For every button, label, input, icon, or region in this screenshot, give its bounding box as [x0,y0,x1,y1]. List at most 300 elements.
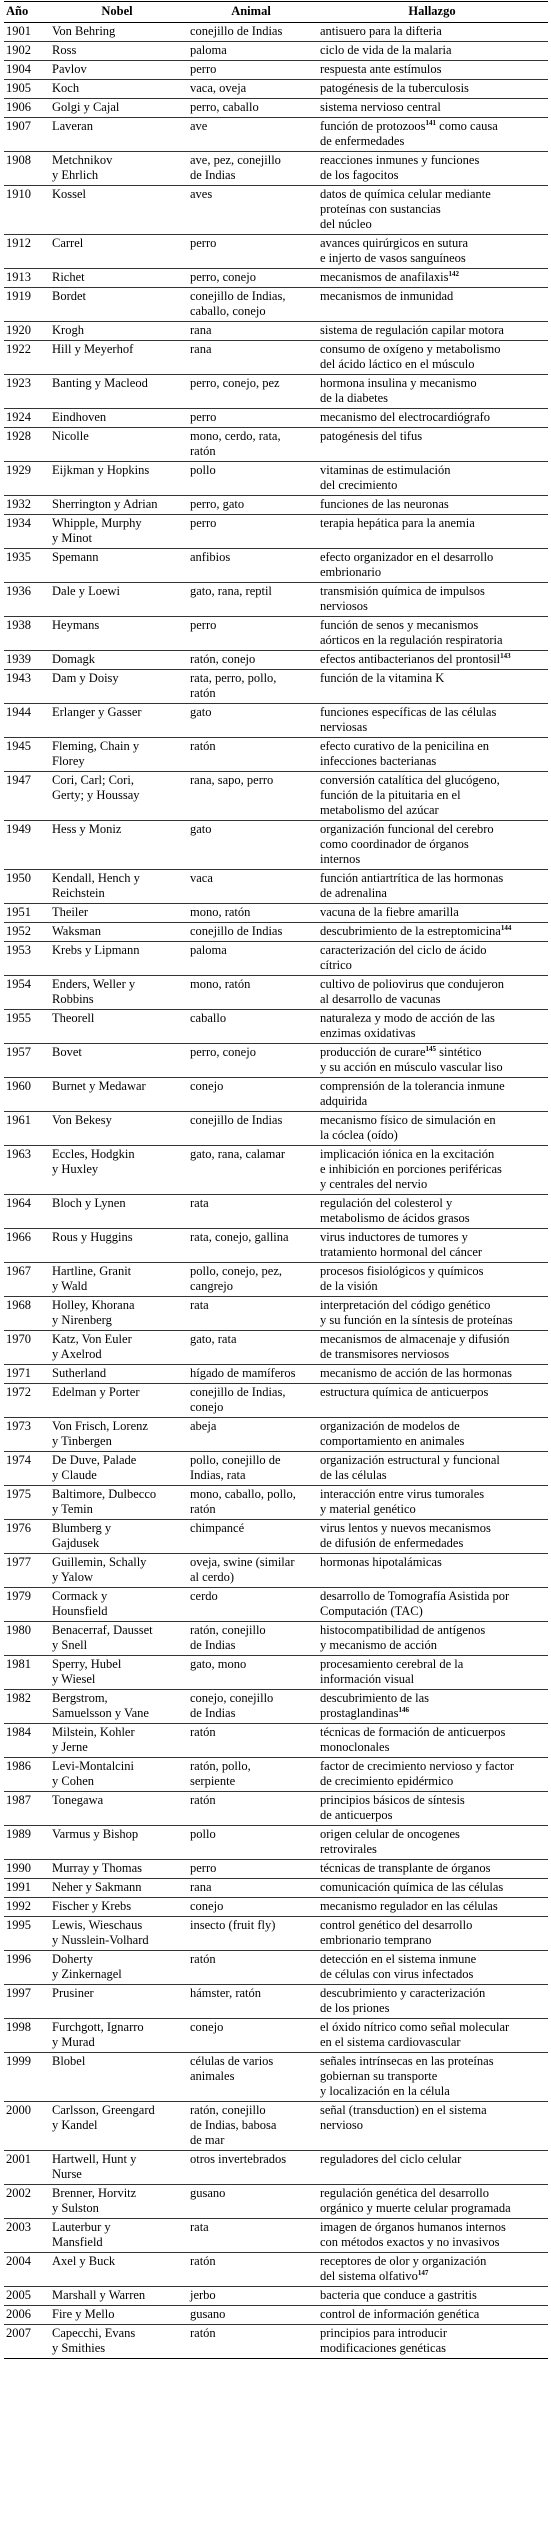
finding-cell: mecanismo regulador en las células [320,1899,498,1913]
animal-cell: gato, mono [190,1657,247,1671]
finding-text: mecanismos de anafilaxis [320,270,449,284]
year-cell: 1995 [6,1918,31,1932]
laureate-cell: Eccles, Hodgkin y Huxley [52,1147,135,1176]
table-row [4,2053,548,2102]
table-row [4,118,548,152]
laureate-cell: Sperry, Hubel y Wiesel [52,1657,122,1686]
animal-cell: perro [190,618,217,632]
table-row [4,2019,548,2053]
finding-cell: terapia hepática para la anemia [320,516,475,530]
laureate-cell: Koch [52,81,80,95]
finding-cell: imagen de órganos humanos internos con métodos exactos y no invasivos [320,2220,506,2249]
table-row [4,942,548,976]
year-cell: 1990 [6,1861,31,1875]
laureate-cell: Milstein, Kohler y Jerne [52,1725,135,1754]
table-row [4,821,548,870]
table-row [4,772,548,821]
finding-cell: desarrollo de Tomografía Asistida por Computación (TAC) [320,1589,510,1618]
finding-text: descubrimiento de las prostaglandinas [320,1691,429,1720]
laureate-cell: Hill y Meyerhof [52,342,134,356]
year-cell: 1967 [6,1264,31,1278]
animal-cell: caballo [190,1011,227,1025]
laureate-cell: Laveran [52,119,93,133]
animal-cell: ratón [190,1952,216,1966]
laureate-cell: Carlsson, Greengard y Kandel [52,2103,155,2132]
year-cell: 2000 [6,2103,31,2117]
year-cell: 1957 [6,1045,31,1059]
year-cell: 1932 [6,497,31,511]
footnote-ref: 147 [417,2268,429,2277]
table-header [4,2,548,23]
year-cell: 1982 [6,1691,31,1705]
animal-cell: conejillo de Indias [190,1113,283,1127]
finding-cell: histocompatibilidad de antígenos y mecanismo de acción [320,1623,486,1652]
laureate-cell: Dale y Loewi [52,584,121,598]
year-cell: 1912 [6,236,31,250]
table-row [4,1195,548,1229]
animal-cell: hámster, ratón [190,1986,262,2000]
finding-cell: organización estructural y funcional de las células [320,1453,500,1482]
animal-cell: ratón, conejo [190,652,256,666]
animal-cell: conejo [190,1079,224,1093]
finding-cell: técnicas de transplante de órganos [320,1861,491,1875]
laureate-cell: Theiler [52,905,89,919]
finding-cell: vacuna de la fiebre amarilla [320,905,459,919]
year-cell: 1919 [6,289,31,303]
table-row [4,583,548,617]
finding-cell: señales intrínsecas en las proteínas gobiernan su transporte y localización en la célula [320,2054,494,2098]
finding-cell: principios básicos de síntesis de anticuerpos [320,1793,465,1822]
laureate-cell: Lauterbur y Mansfield [52,2220,111,2249]
table-row [4,515,548,549]
animal-cell: oveja, swine (similar al cerdo) [190,1555,295,1584]
finding-cell: mecanismo de acción de las hormonas [320,1366,512,1380]
table-row [4,1985,548,2019]
year-cell: 1984 [6,1725,31,1739]
finding-cell: ciclo de vida de la malaria [320,43,452,57]
table-row [4,2185,548,2219]
laureate-cell: Guillemin, Schally y Yalow [52,1555,147,1584]
finding-cell: caracterización del ciclo de ácido cítrico [320,943,487,972]
laureate-cell: Brenner, Horvitz y Sulston [52,2186,137,2215]
animal-cell: vaca, oveja [190,81,247,95]
animal-cell: perro, gato [190,497,245,511]
animal-cell: vaca [190,871,213,885]
table-row [4,2253,548,2287]
table-row [4,235,548,269]
finding-cell: detección en el sistema inmune de células con virus infectados [320,1952,477,1981]
year-cell: 1960 [6,1079,31,1093]
laureate-cell: Holley, Khorana y Nirenberg [52,1298,135,1327]
finding-text-continued: como causa de enfermedades [320,119,498,148]
animal-cell: rata [190,1196,209,1210]
finding-cell: funciones de las neuronas [320,497,449,511]
animal-cell: perro [190,1861,217,1875]
finding-cell: regulación del colesterol y metabolismo de ácidos grasos [320,1196,470,1225]
year-cell: 1938 [6,618,31,632]
year-cell: 1947 [6,773,31,787]
table-row [4,1690,548,1724]
table-row [4,23,548,42]
animal-cell: conejo [190,2020,224,2034]
animal-cell: gato [190,705,212,719]
table-row [4,2151,548,2185]
table-row [4,704,548,738]
animal-cell: perro, conejo [190,270,256,284]
laureate-cell: Carrel [52,236,84,250]
table-row [4,2102,548,2151]
year-cell: 1924 [6,410,31,424]
year-cell: 2004 [6,2254,31,2268]
finding-cell: principios para introducir modificaciones genéticas [320,2326,448,2355]
table-row [4,1792,548,1826]
finding-cell: señal (transduction) en el sistema nervioso [320,2103,487,2132]
laureate-cell: Domagk [52,652,96,666]
finding-cell: función de la vitamina K [320,671,445,685]
table-row [4,1758,548,1792]
finding-cell: mecanismo del electrocardiógrafo [320,410,491,424]
animal-cell: insecto (fruit fly) [190,1918,276,1932]
table-row [4,870,548,904]
finding-cell: cultivo de poliovirus que condujeron al desarrollo de vacunas [320,977,504,1006]
animal-cell: ratón, pollo, serpiente [190,1759,251,1788]
animal-cell: rana [190,323,212,337]
finding-cell: virus lentos y nuevos mecanismos de difusión de enfermedades [320,1521,491,1550]
table-row [4,152,548,186]
animal-cell: ratón [190,739,216,753]
year-cell: 2002 [6,2186,31,2200]
laureate-cell: Katz, Von Euler y Axelrod [52,1332,132,1361]
year-cell: 1901 [6,24,31,38]
laureate-cell: Krebs y Lipmann [52,943,140,957]
laureate-cell: Krogh [52,323,84,337]
laureate-cell: Whipple, Murphy y Minot [52,516,142,545]
year-cell: 1991 [6,1880,31,1894]
finding-cell: interpretación del código genético y su función en la síntesis de proteínas [320,1298,513,1327]
year-cell: 1920 [6,323,31,337]
laureate-cell: Lewis, Wieschaus y Nusslein-Volhard [52,1918,149,1947]
finding-cell [316,651,548,670]
animal-cell: perro, caballo [190,100,259,114]
laureate-cell: Furchgott, Ignarro y Murad [52,2020,144,2049]
year-cell: 1980 [6,1623,31,1637]
animal-cell: gato [190,822,212,836]
finding-cell: patogénesis del tifus [320,429,423,443]
animal-cell: conejillo de Indias [190,924,283,938]
finding-cell: descubrimiento y caracterización de los priones [320,1986,486,2015]
finding-text: descubrimiento de la estreptomicina [320,924,501,938]
finding-cell: antisuero para la difteria [320,24,442,38]
table-row [4,2219,548,2253]
table-row [4,322,548,341]
finding-cell: mecanismo físico de simulación en la cóclea (oído) [320,1113,496,1142]
table-row [4,1297,548,1331]
year-cell: 1902 [6,43,31,57]
year-cell: 1952 [6,924,31,938]
year-cell: 1973 [6,1419,31,1433]
finding-cell: implicación iónica en la excitación e inhibición en porciones periféricas y centrales del nervio [320,1147,502,1191]
finding-cell: avances quirúrgicos en sutura e injerto de vasos sanguíneos [320,236,468,265]
table-row [4,428,548,462]
laureate-cell: Bloch y Lynen [52,1196,126,1210]
year-cell: 1907 [6,119,31,133]
finding-cell: conversión catalítica del glucógeno, función de la pituitaria en el metabolismo del azúcar [320,773,500,817]
finding-cell: sistema de regulación capilar motora [320,323,504,337]
finding-cell: patogénesis de la tuberculosis [320,81,469,95]
laureate-cell: Von Behring [52,24,116,38]
animal-cell: hígado de mamíferos [190,1366,296,1380]
year-cell: 2001 [6,2152,31,2166]
animal-cell: conejo [190,1899,224,1913]
finding-cell [316,1690,548,1724]
table-row [4,976,548,1010]
animal-cell: perro, conejo, pez [190,376,280,390]
table-row [4,375,548,409]
animal-cell: cerdo [190,1589,218,1603]
year-cell: 2003 [6,2220,31,2234]
footnote-ref: 146 [398,1705,409,1714]
finding-cell: interacción entre virus tumorales y material genético [320,1487,485,1516]
year-cell: 1955 [6,1011,31,1025]
footnote-ref: 144 [500,923,512,932]
animal-cell: paloma [190,943,227,957]
finding-cell: datos de química celular mediante proteínas con sustancias del núcleo [320,187,491,231]
year-cell: 1929 [6,463,31,477]
year-cell: 1981 [6,1657,31,1671]
laureate-cell: Doherty y Zinkernagel [52,1952,122,1981]
laureate-cell: Metchnikov y Ehrlich [52,153,113,182]
finding-cell: procesos fisiológicos y químicos de la visión [320,1264,484,1293]
year-cell: 1943 [6,671,31,685]
animal-cell: pollo [190,1827,216,1841]
animal-cell: abeja [190,1419,217,1433]
finding-cell: factor de crecimiento nervioso y factor de crecimiento epidérmico [320,1759,515,1788]
year-cell: 1951 [6,905,31,919]
animal-cell: perro [190,236,217,250]
laureate-cell: Benacerraf, Dausset y Snell [52,1623,153,1652]
laureate-cell: Blobel [52,2054,86,2068]
year-cell: 1968 [6,1298,31,1312]
finding-text: receptores de olor y organización del sistema olfativo [320,2254,487,2283]
laureate-cell: Ross [52,43,77,57]
year-cell: 1977 [6,1555,31,1569]
animal-cell: conejillo de Indias [190,24,283,38]
table-row [4,1622,548,1656]
laureate-cell: Hartline, Granit y Wald [52,1264,132,1293]
finding-cell [316,1044,548,1078]
year-cell: 1954 [6,977,31,991]
year-cell: 1987 [6,1793,31,1807]
finding-cell: organización de modelos de comportamiento en animales [320,1419,465,1448]
laureate-cell: Varmus y Bishop [52,1827,139,1841]
animal-cell: gato, rata [190,1332,237,1346]
animal-cell: perro, conejo [190,1045,256,1059]
finding-cell: consumo de oxígeno y metabolismo del ácido láctico en el músculo [320,342,501,371]
year-cell: 1976 [6,1521,31,1535]
year-cell: 1989 [6,1827,31,1841]
year-cell: 1928 [6,429,31,443]
laureate-cell: Cori, Carl; Cori, Gerty; y Houssay [52,773,140,802]
table-row [4,1146,548,1195]
animal-cell: gusano [190,2307,226,2321]
laureate-cell: Levi-Montalcini y Cohen [52,1759,134,1788]
table-row [4,1112,548,1146]
table-row [4,1331,548,1365]
table-row [4,1826,548,1860]
table-row [4,549,548,583]
animal-cell: mono, ratón [190,977,251,991]
finding-text-continued: sintético y su acción en músculo vascular liso [320,1045,503,1074]
laureate-cell: Fischer y Krebs [52,1899,132,1913]
year-cell: 2005 [6,2288,31,2302]
table-row [4,61,548,80]
finding-cell: naturaleza y modo de acción de las enzimas oxidativas [320,1011,495,1040]
table-row [4,42,548,61]
year-cell: 1923 [6,376,31,390]
table-row [4,1724,548,1758]
year-cell: 1966 [6,1230,31,1244]
footnote-ref: 141 [425,118,437,127]
finding-cell: reguladores del ciclo celular [320,2152,462,2166]
footnote-ref: 143 [500,651,511,660]
animal-cell: aves [190,187,213,201]
laureate-cell: Golgi y Cajal [52,100,120,114]
table-row [4,1010,548,1044]
animal-cell: perro [190,516,217,530]
animal-cell: ave, pez, conejillo de Indias [190,153,281,182]
finding-cell: hormona insulina y mecanismo de la diabetes [320,376,477,405]
year-cell: 1979 [6,1589,31,1603]
animal-cell: rata [190,1298,209,1312]
year-cell: 2007 [6,2326,31,2340]
laureate-cell: Burnet y Medawar [52,1079,146,1093]
animal-cell: mono, cerdo, rata, ratón [190,429,281,458]
laureate-cell: Von Bekesy [52,1113,112,1127]
table-body [4,23,548,2359]
animal-cell: anfibios [190,550,231,564]
laureate-cell: Banting y Macleod [52,376,148,390]
laureate-cell: De Duve, Palade y Claude [52,1453,137,1482]
table-row [4,651,548,670]
laureate-cell: Edelman y Porter [52,1385,140,1399]
laureate-cell: Eijkman y Hopkins [52,463,150,477]
laureate-cell: Bovet [52,1045,82,1059]
table-row [4,1898,548,1917]
year-cell: 1961 [6,1113,31,1127]
finding-cell: origen celular de oncogenes retrovirales [320,1827,460,1856]
finding-cell: efecto curativo de la penicilina en infecciones bacterianas [320,739,490,768]
header-row [4,2,548,23]
table-row [4,1520,548,1554]
animal-cell: paloma [190,43,227,57]
finding-cell: sistema nervioso central [320,100,441,114]
laureate-cell: Erlanger y Gasser [52,705,142,719]
laureate-cell: Fleming, Chain y Florey [52,739,140,768]
year-cell: 1936 [6,584,31,598]
finding-cell: control genético del desarrollo embrionario temprano [320,1918,473,1947]
laureate-cell: Bergstrom, Samuelsson y Vane [52,1691,149,1720]
finding-cell [316,118,548,152]
table-row [4,1656,548,1690]
finding-cell [316,2253,548,2287]
laureate-cell: Cormack y Hounsfield [52,1589,108,1618]
table-row [4,2306,548,2325]
table-row [4,1951,548,1985]
animal-cell: ratón [190,1793,216,1807]
finding-cell: procesamiento cerebral de la información visual [320,1657,464,1686]
finding-cell: mecanismos de inmunidad [320,289,454,303]
finding-text: efectos antibacterianos del prontosil [320,652,501,666]
year-cell: 1999 [6,2054,31,2068]
animal-cell: rata [190,2220,209,2234]
year-cell: 1913 [6,270,31,284]
animal-cell: chimpancé [190,1521,245,1535]
laureate-cell: Marshall y Warren [52,2288,146,2302]
animal-cell: ave [190,119,208,133]
table-row [4,341,548,375]
laureate-cell: Enders, Weller y Robbins [52,977,136,1006]
animal-cell: gusano [190,2186,226,2200]
animal-cell: rata, conejo, gallina [190,1230,289,1244]
table-row [4,1860,548,1879]
finding-cell: funciones específicas de las células nerviosas [320,705,497,734]
laureate-cell: Theorell [52,1011,95,1025]
year-cell: 1906 [6,100,31,114]
finding-cell: efecto organizador en el desarrollo embrionario [320,550,494,579]
laureate-cell: Hartwell, Hunt y Nurse [52,2152,137,2181]
year-cell: 1949 [6,822,31,836]
finding-cell: reacciones inmunes y funciones de los fagocitos [320,153,480,182]
laureate-cell: Nicolle [52,429,89,443]
animal-cell: gato, rana, calamar [190,1147,286,1161]
table-row [4,1486,548,1520]
animal-cell: rana, sapo, perro [190,773,274,787]
year-cell: 1950 [6,871,31,885]
animal-cell: perro [190,410,217,424]
table-row [4,1078,548,1112]
year-cell: 1992 [6,1899,31,1913]
table-row [4,80,548,99]
finding-cell [316,269,548,288]
finding-text: producción de curare [320,1045,426,1059]
table-row [4,1418,548,1452]
laureate-cell: Baltimore, Dulbecco y Temin [52,1487,157,1516]
finding-cell: función antiartrítica de las hormonas de adrenalina [320,871,504,900]
finding-cell: hormonas hipotalámicas [320,1555,442,1569]
animal-cell: células de varios animales [190,2054,274,2083]
animal-cell: conejo, conejillo de Indias [190,1691,274,1720]
finding-cell: estructura química de anticuerpos [320,1385,489,1399]
finding-cell: función de senos y mecanismos aórticos en la regulación respiratoria [320,618,503,647]
table-row [4,1879,548,1898]
animal-cell: pollo, conejo, pez, cangrejo [190,1264,282,1293]
finding-cell: mecanismos de almacenaje y difusión de transmisores nerviosos [320,1332,510,1361]
year-cell: 1905 [6,81,31,95]
year-cell: 1944 [6,705,31,719]
finding-cell: el óxido nítrico como señal molecular en el sistema cardiovascular [320,2020,510,2049]
table-row [4,1229,548,1263]
year-cell: 1904 [6,62,31,76]
laureate-cell: Tonegawa [52,1793,104,1807]
year-cell: 1945 [6,739,31,753]
animal-cell: mono, ratón [190,905,251,919]
laureate-cell: Bordet [52,289,87,303]
laureate-cell: Kossel [52,187,87,201]
year-cell: 1935 [6,550,31,564]
table-row [4,288,548,322]
year-cell: 1998 [6,2020,31,2034]
year-cell: 1922 [6,342,31,356]
